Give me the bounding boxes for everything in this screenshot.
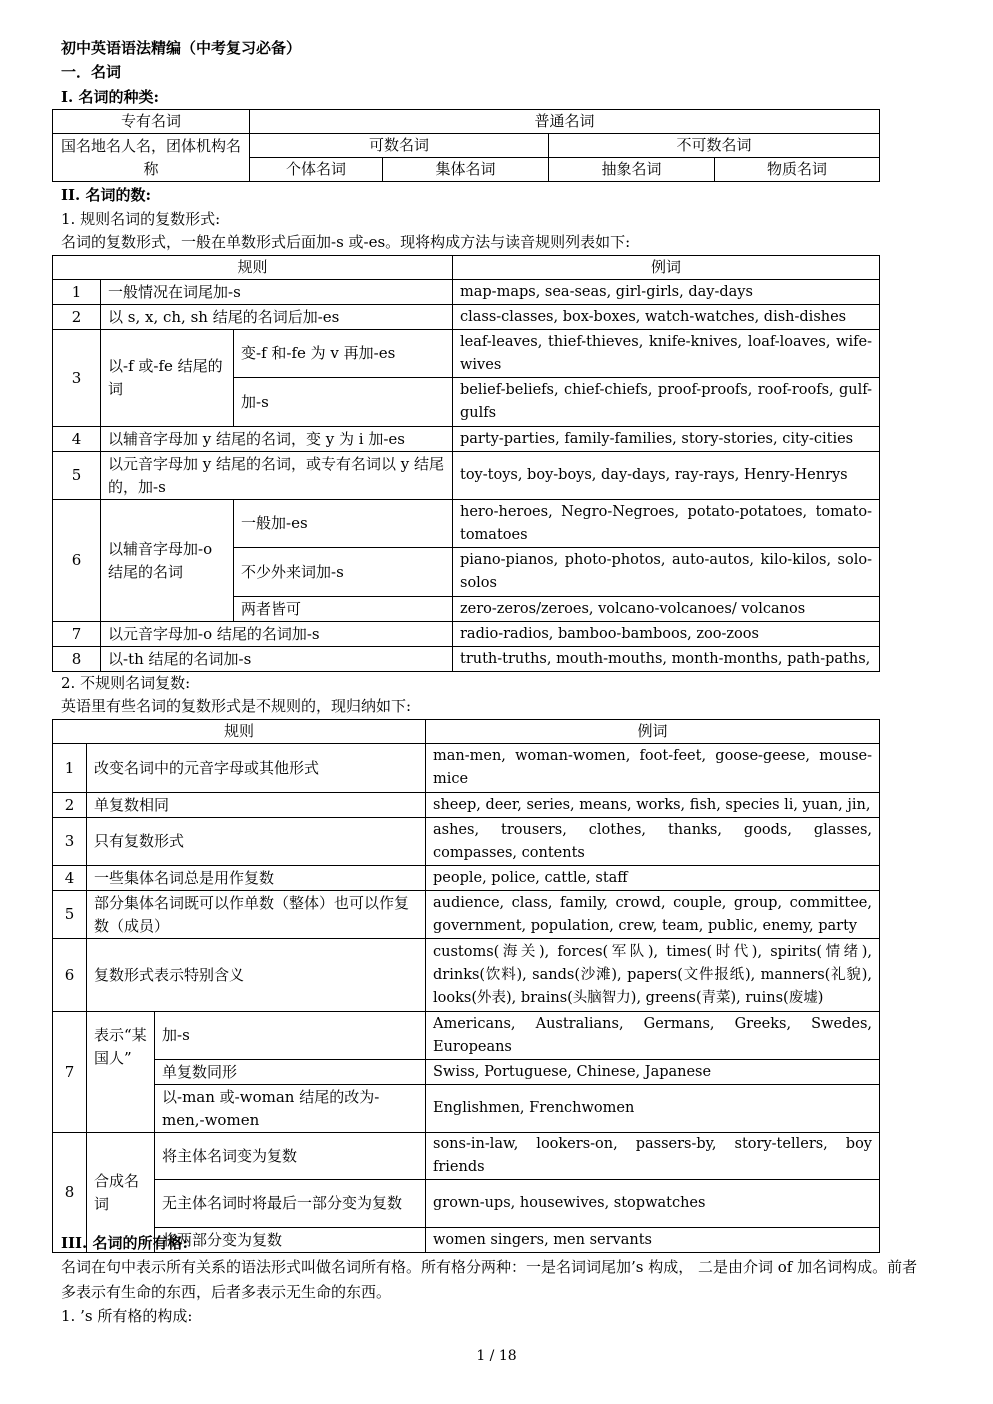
rule-cell: 一般情况在词尾加-s — [101, 280, 453, 305]
example-cell: Americans, Australians, Germans, Greeks, Swedes, Europeans — [426, 1012, 880, 1060]
table-row — [53, 1085, 880, 1133]
row-number: 8 — [53, 647, 101, 672]
proper-noun-header: 专有名词 — [53, 110, 250, 134]
row-number: 1 — [53, 280, 101, 305]
example-cell: ashes, trousers, clothes, thanks, goods, glasses, compasses, contents — [426, 818, 880, 866]
header-example: 例词 — [453, 256, 880, 280]
possessive-paragraph: 名词在句中表示所有关系的语法形式叫做名词所有格。所有格分两种：一是名词词尾加’s 构成， 二是由介词 of 加名词构成。前者多表示有生命的东西，后者多表示无生命的东西。 — [61, 1258, 918, 1301]
header-example: 例词 — [426, 720, 880, 744]
example-cell: audience, class, family, crowd, couple, group, committee, government, population, crew, team, public, enemy, party — [426, 891, 880, 939]
regular-intro: 名词的复数形式，一般在单数形式后面加-s 或-es。现将构成方法与读音规则列表如下: — [61, 233, 631, 251]
sub-rule-cell: 不少外来词加-s — [234, 548, 453, 597]
table-row — [53, 427, 880, 452]
row-number: 3 — [53, 330, 101, 427]
table-row — [53, 305, 880, 330]
example-cell: piano-pianos, photo-photos, auto-autos, kilo-kilos, solo-solos — [453, 548, 880, 597]
example-cell: party-parties, family-families, story-stories, city-cities — [453, 427, 880, 452]
example-cell: belief-beliefs, chief-chiefs, proof-proofs, roof-roofs, gulf-gulfs — [453, 378, 880, 427]
row-number: 5 — [53, 891, 87, 939]
rule-cell: 以元音字母加 y 结尾的名词，或专有名词以 y 结尾的，加-s — [101, 452, 453, 500]
sub-rule-cell: 将主体名词变为复数 — [155, 1133, 426, 1180]
rule-cell: 单复数相同 — [87, 793, 426, 818]
table-row — [53, 1060, 880, 1085]
example-cell: radio-radios, bamboo-bamboos, zoo-zoos — [453, 622, 880, 647]
regular-plural-table — [52, 255, 880, 672]
table-row — [53, 744, 880, 793]
rule-cell: 复数形式表示特别含义 — [87, 939, 426, 1012]
sub-rule-cell: 一般加-es — [234, 500, 453, 548]
example-cell: toy-toys, boy-boys, day-days, ray-rays, Henry-Henrys — [453, 452, 880, 500]
rule-cell: 以 s, x, ch, sh 结尾的名词后加-es — [101, 305, 453, 330]
rule-cell: 以-f 或-fe 结尾的词 — [101, 330, 234, 427]
row-number: 1 — [53, 744, 87, 793]
table-row — [53, 500, 880, 548]
rule-cell: 以辅音字母加-o 结尾的名词 — [101, 500, 234, 622]
example-cell: Englishmen, Frenchwomen — [426, 1085, 880, 1133]
collective-noun: 集体名词 — [383, 158, 549, 182]
sub-rule-cell: 变-f 和-fe 为 v 再加-es — [234, 330, 453, 378]
chapter-heading: 一．名词 — [61, 63, 122, 81]
rule-cell: 一些集体名词总是用作复数 — [87, 866, 426, 891]
row-number: 6 — [53, 939, 87, 1012]
material-noun: 物质名词 — [715, 158, 880, 182]
example-cell: zero-zeros/zeroes, volcano-volcanoes/ volcanos — [453, 597, 880, 622]
section-heading-possessive: III. 名词的所有格: — [61, 1234, 189, 1252]
example-cell: Swiss, Portuguese, Chinese, Japanese — [426, 1060, 880, 1085]
table-row — [53, 1133, 880, 1180]
common-noun-header: 普通名词 — [250, 110, 880, 134]
example-cell: customs(海关), forces(军队), times(时代), spirits(情绪), drinks(饮料), sands(沙滩), papers(文件报纸), manners(礼貌), looks(外表), brains(头脑智力), greens(青菜), ruins(废墟) — [426, 939, 880, 1012]
sub-rule-cell: 加-s — [234, 378, 453, 427]
rule-cell: 以-th 结尾的名词加-s — [101, 647, 453, 672]
row-number: 7 — [53, 1012, 87, 1133]
section-heading-types: I. 名词的种类: — [61, 88, 159, 106]
row-number: 4 — [53, 427, 101, 452]
header-rule: 规则 — [53, 720, 426, 744]
noun-types-table — [52, 109, 880, 182]
example-cell: class-classes, box-boxes, watch-watches, dish-dishes — [453, 305, 880, 330]
row-number: 2 — [53, 793, 87, 818]
abstract-noun: 抽象名词 — [549, 158, 715, 182]
rule-cell: 改变名词中的元音字母或其他形式 — [87, 744, 426, 793]
irregular-intro: 英语里有些名词的复数形式是不规则的，现归纳如下: — [61, 697, 412, 715]
table-row — [53, 647, 880, 672]
page-number: 1 / 18 — [476, 1348, 517, 1364]
table-row — [53, 818, 880, 866]
sub-rule-cell: 两者皆可 — [234, 597, 453, 622]
rule-cell: 以元音字母加-o 结尾的名词加-s — [101, 622, 453, 647]
sub-rule-cell: 将两部分变为复数 — [155, 1228, 426, 1253]
header-rule: 规则 — [53, 256, 453, 280]
example-cell: leaf-leaves, thief-thieves, knife-knives, loaf-loaves, wife-wives — [453, 330, 880, 378]
individual-noun: 个体名词 — [250, 158, 383, 182]
table-row — [53, 622, 880, 647]
row-number: 8 — [53, 1133, 87, 1253]
countable-header: 可数名词 — [250, 134, 549, 158]
row-number: 6 — [53, 500, 101, 622]
rule-cell: 以辅音字母加 y 结尾的名词，变 y 为 i 加-es — [101, 427, 453, 452]
example-cell: sheep, deer, series, means, works, fish, species li, yuan, jin, — [426, 793, 880, 818]
table-row — [53, 793, 880, 818]
subheading-irregular: 2. 不规则名词复数: — [61, 674, 191, 692]
example-cell: sons-in-law, lookers-on, passers-by, story-tellers, boy friends — [426, 1133, 880, 1180]
uncountable-header: 不可数名词 — [549, 134, 880, 158]
sub-rule-cell: 单复数同形 — [155, 1060, 426, 1085]
example-cell: grown-ups, housewives, stopwatches — [426, 1180, 880, 1228]
example-cell: man-men, woman-women, foot-feet, goose-geese, mouse-mice — [426, 744, 880, 793]
rule-cell: 只有复数形式 — [87, 818, 426, 866]
sub-rule-cell: 以-man 或-woman 结尾的改为-men,-women — [155, 1085, 426, 1133]
section-heading-number: II. 名词的数: — [61, 186, 152, 204]
proper-noun-desc: 国名地名人名，团体机构名称 — [53, 134, 250, 182]
subheading-possessive-s: 1. ’s 所有格的构成: — [61, 1307, 193, 1325]
table-row — [53, 330, 880, 378]
row-number: 2 — [53, 305, 101, 330]
row-number: 4 — [53, 866, 87, 891]
row-number: 5 — [53, 452, 101, 500]
sub-rule-cell: 加-s — [155, 1012, 426, 1060]
table-row — [53, 1180, 880, 1228]
example-cell: hero-heroes, Negro-Negroes, potato-potatoes, tomato-tomatoes — [453, 500, 880, 548]
example-cell: people, police, cattle, staff — [426, 866, 880, 891]
example-cell: truth-truths, mouth-mouths, month-months, path-paths, — [453, 647, 880, 672]
table-row — [53, 939, 880, 1012]
subheading-regular: 1. 规则名词的复数形式: — [61, 210, 221, 228]
row-number: 7 — [53, 622, 101, 647]
document-title: 初中英语语法精编（中考复习必备） — [61, 39, 302, 57]
table-row — [53, 891, 880, 939]
table-row — [53, 866, 880, 891]
example-cell: map-maps, sea-seas, girl-girls, day-days — [453, 280, 880, 305]
irregular-plural-table — [52, 719, 880, 1253]
sub-rule-cell: 无主体名词时将最后一部分变为复数 — [155, 1180, 426, 1228]
table-row — [53, 1012, 880, 1060]
example-cell: women singers, men servants — [426, 1228, 880, 1253]
rule-cell: 合成名词 — [87, 1133, 155, 1253]
table-row — [53, 452, 880, 500]
table-row — [53, 280, 880, 305]
row-number: 3 — [53, 818, 87, 866]
rule-cell: 部分集体名词既可以作单数（整体）也可以作复数（成员） — [87, 891, 426, 939]
rule-cell: 表示“某国人” — [87, 1012, 155, 1133]
